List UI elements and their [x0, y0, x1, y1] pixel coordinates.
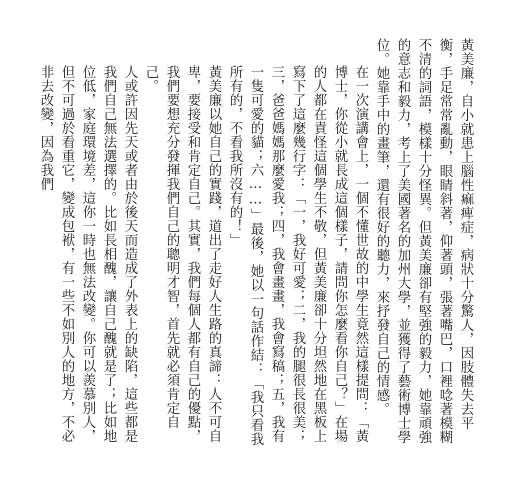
paragraph-3: 黃美廉以她自己的實踐，道出了走好人生路的真諦：人不可自卑，要接受和肯定自己。其實，我們每個人都有自己的優點，我們要想充分發揮我們自己的聰明才智，首先就必須肯定自己。 — [143, 64, 221, 443]
vertical-text-body — [35, 38, 476, 448]
paragraph-1: 黃美廉，自小就患上腦性痲痺症，病狀十分驚人，因肢體失去平衡，手足常常亂動，眼睛斜著，仰著頭，張著嘴巴，口裡唸著模糊不清的詞語，模樣十分怪異。但黃美廉卻有堅強的毅力，她靠頑強的意志和毅力，考上了美國著名的加州大學，並獲得了藝術博士學位。她靠手中的畫筆，還有很好的聽力，來抒發自己的情感。 — [374, 38, 473, 444]
paragraph-4: 人或許因先天或者由於後天而造成了外表上的缺陷，這些都是我們自己無法選擇的。比如長相醜，讓自己醜就是了；比如地位低，家庭環境差，這你一時也無法改變。你可以羨慕別人，但不可過於看重它，變成包袱，有一些不如別人的地方，不必非去改變，因為我們 — [38, 64, 137, 443]
paragraph-2: 在一次演講會上，一個不懂世故的中學生竟然這樣提問：「黃博士，你從小就長成這個樣子，請問你怎麼看你自己？」在場的人都在責怪這個學生不敬，但黃美廉卻十分坦然地在黑板上寫下了這麼幾行字：「一，我好可愛；二，我的腿很長很美；三，爸爸媽媽那麼愛我；四，我會畫畫，我會寫稿；五，我有一隻可愛的貓；六……」最後，她以一句話作結：「我只看我所有的，不看我所沒有的！」 — [227, 64, 368, 446]
